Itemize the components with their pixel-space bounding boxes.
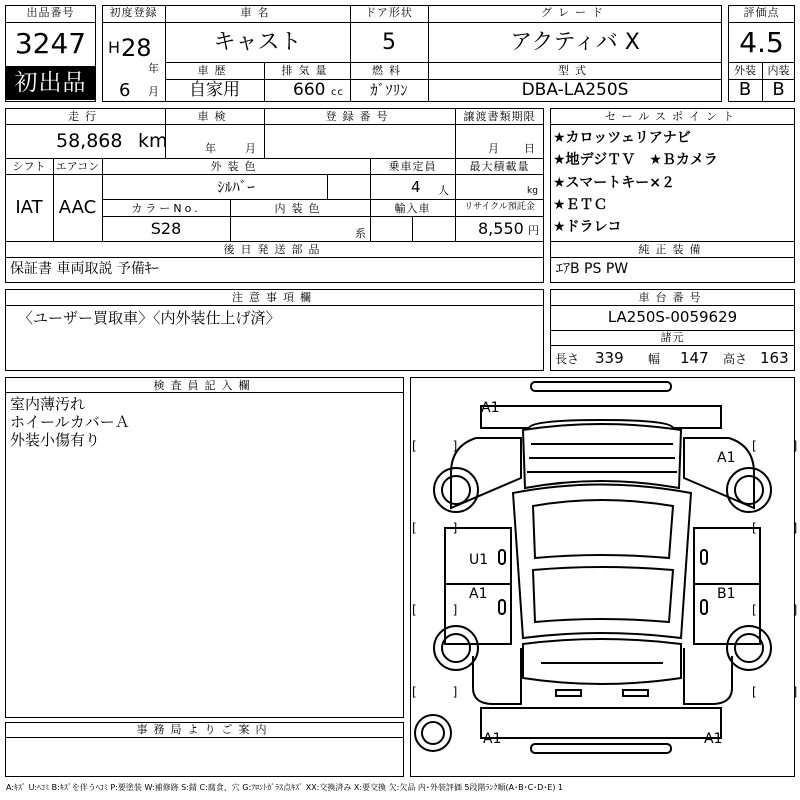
capacity-unit: 人 <box>438 184 450 197</box>
ext-score-label: 外装 <box>734 64 756 77</box>
score: 4.5 <box>739 26 784 59</box>
reg-year-unit: 年 <box>148 62 160 75</box>
inspection-label: 車検 <box>197 110 232 123</box>
reg-month: 6 <box>119 80 131 101</box>
shift: IAT <box>15 197 43 218</box>
bracket: [ ] <box>412 439 458 453</box>
inspector-label: 検査員記入欄 <box>153 379 256 392</box>
ext-score: B <box>738 79 752 100</box>
int-color-unit: 系 <box>355 227 367 240</box>
equipment-label: 純正装備 <box>638 243 707 256</box>
width-label: 幅 <box>648 352 661 366</box>
color-no-label: カラーNo. <box>131 202 201 215</box>
ext-color: ｼﾙﾊﾞｰ <box>217 178 255 196</box>
bracket: [ ] <box>752 603 798 617</box>
displacement-label: 排気量 <box>281 64 333 77</box>
mileage-label: 走行 <box>68 110 102 123</box>
damage-mark: A1 <box>717 450 736 466</box>
ac-label: エアコン <box>55 160 100 173</box>
capacity: 4 <box>411 178 421 196</box>
first-listing-badge: 初出品 <box>6 66 95 100</box>
model: DBA-LA250S <box>521 80 629 100</box>
bracket: [ ] <box>412 521 458 535</box>
sales-point: ★カロッツェリアナビ <box>553 130 691 146</box>
doors: 5 <box>382 30 396 55</box>
int-color-label: 内装色 <box>274 202 326 215</box>
history: 自家用 <box>189 80 240 100</box>
damage-mark: U1 <box>469 552 489 568</box>
shift-label: シフト <box>12 160 46 173</box>
era: H <box>108 38 121 57</box>
car-diagram <box>410 377 798 777</box>
reg-year: 28 <box>121 34 152 62</box>
recycle-label: リサイクル預託金 <box>464 202 535 212</box>
damage-mark: A1 <box>704 731 723 747</box>
bracket: [ ] <box>412 603 458 617</box>
chassis-number: LA250S-0059629 <box>607 308 738 326</box>
notes-label: 注意事項欄 <box>232 291 317 304</box>
transfer-month-unit: 月 <box>488 142 500 155</box>
ext-color-label: 外装色 <box>210 160 262 173</box>
notes: 〈ユーザー買取車〉〈内外装仕上げ済〉 <box>18 309 281 327</box>
car-name-label: 車名 <box>240 6 275 19</box>
insp-year-unit: 年 <box>205 142 217 155</box>
capacity-label: 乗車定員 <box>388 160 437 173</box>
length: 339 <box>595 349 624 367</box>
chassis-label: 車台番号 <box>638 291 707 304</box>
plate-label: 登録番号 <box>325 110 394 123</box>
lot-number: 3247 <box>14 27 87 60</box>
height-label: 高さ <box>723 352 748 366</box>
bracket: [ ] <box>752 521 798 535</box>
equipment: ｴｱB PS PW <box>556 261 629 277</box>
displacement: 660 <box>293 80 326 100</box>
grade-label: グレード <box>541 6 609 19</box>
insp-month-unit: 月 <box>245 142 257 155</box>
height: 163 <box>760 349 789 367</box>
inspector-note: 外装小傷有り <box>10 431 101 449</box>
sales-points-label: セールスポイント <box>604 110 740 123</box>
recycle-unit: 円 <box>528 224 540 237</box>
car-name: キャスト <box>213 30 302 55</box>
later-parts-label: 後日発送部品 <box>223 243 326 256</box>
recycle: 8,550 <box>478 219 524 238</box>
sales-point: ★地デジＴＶ ★Ｂカメラ <box>553 152 718 168</box>
int-score: B <box>772 79 785 100</box>
fuel-label: 燃料 <box>372 64 406 77</box>
import-label: 輸入車 <box>394 202 431 215</box>
transfer-label: 譲渡書類期限 <box>463 110 536 123</box>
model-label: 型式 <box>558 64 592 77</box>
bracket: [ ] <box>752 439 798 453</box>
transfer-day-unit: 日 <box>524 142 536 155</box>
load-unit: kg <box>527 186 538 196</box>
bracket: [ ] <box>412 685 458 699</box>
sales-point: ★ドラレコ <box>553 219 622 235</box>
office-label: 事務局よりご案内 <box>136 723 273 736</box>
legend: A:ｷｽﾞ U:ﾍｺﾐ B:ｷｽﾞを伴うﾍｺﾐ P:要塗装 W:補修跡 S:錆 C:腐食、穴 G:ﾌﾛﾝﾄｶﾞﾗｽ点ｷｽﾞ XX:交換済み X:要交換 欠:欠品 内･外装評価 5段階ﾗﾝｸ順(A･B･C･D･E) 1 <box>6 783 564 792</box>
displacement-unit: cc <box>331 87 344 98</box>
damage-mark: A1 <box>483 731 502 747</box>
door-label: ドア形状 <box>365 6 413 19</box>
car-outline-diagram <box>411 378 794 776</box>
color-no: S28 <box>150 219 182 238</box>
int-score-label: 内装 <box>767 64 790 77</box>
damage-mark: A1 <box>469 586 488 602</box>
specs-label: 諸元 <box>660 331 685 344</box>
inspector-note: 室内薄汚れ <box>10 395 86 413</box>
grade: アクティバ X <box>510 30 640 55</box>
damage-mark: A1 <box>481 400 500 416</box>
history-label: 車歴 <box>197 64 232 77</box>
reg-month-unit: 月 <box>148 85 160 98</box>
bracket: [ ] <box>752 685 798 699</box>
score-label: 評価点 <box>743 6 780 19</box>
ac: AAC <box>58 197 97 218</box>
mileage: 58,868 <box>56 130 123 152</box>
first-reg-label: 初度登録 <box>109 6 158 19</box>
sales-point: ★ＥＴＣ <box>553 197 608 213</box>
load-label: 最大積載量 <box>469 160 530 173</box>
width: 147 <box>680 349 709 367</box>
lot-label: 出品番号 <box>26 6 75 19</box>
damage-mark: B1 <box>717 586 736 602</box>
inspector-note: ホイールカバーＡ <box>10 413 130 431</box>
sales-point: ★スマートキー×２ <box>553 175 676 191</box>
mileage-unit: km <box>138 130 168 152</box>
fuel: ｶﾞｿﾘﾝ <box>370 81 408 99</box>
later-parts: 保証書 車両取説 予備ｷｰ <box>10 261 159 277</box>
length-label: 長さ <box>555 352 580 366</box>
